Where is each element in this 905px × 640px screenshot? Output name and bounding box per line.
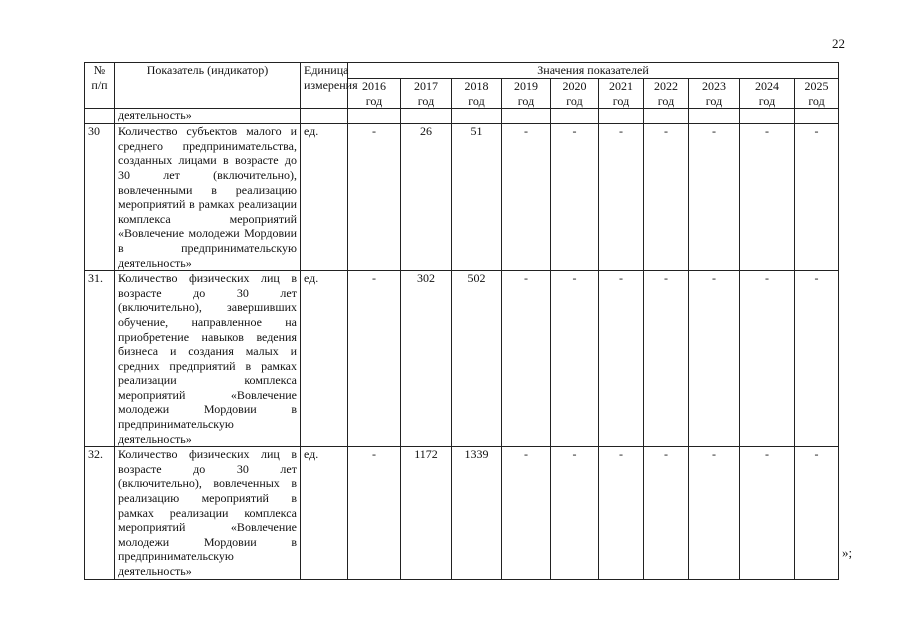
header-year-value: 2023	[702, 79, 726, 93]
continuation-num-cell	[85, 109, 115, 124]
row-indicator-name: Количество субъектов малого и среднего предпринимательства, созданных лицами в возрасте до 30 лет (включительно), вовлеченными в реализацию мероприятий в рамках реализации комплекса мероприятий «Вовлечение молодежи Мордовии в предпринимательскую деятельность»	[115, 124, 301, 271]
row-number: 31.	[85, 271, 115, 447]
row-indicator-name: Количество физических лиц в возрасте до 30 лет (включительно), вовлеченных в реализацию мероприятий в рамках реализации комплекса мероприятий «Вовлечение молодежи Мордовии в предпринимательскую деятельность»	[115, 447, 301, 579]
header-year-2020	[551, 79, 599, 109]
row-value-2018: 1339	[452, 447, 502, 579]
header-year-suffix: год	[517, 93, 535, 108]
row-unit: ед.	[301, 271, 348, 447]
row-value-2022: -	[644, 447, 689, 579]
page-number: 22	[832, 36, 845, 51]
header-year-2017	[401, 79, 452, 109]
header-year-suffix: год	[758, 93, 776, 108]
header-year-suffix: год	[705, 93, 723, 108]
row-value-2019: -	[502, 447, 551, 579]
header-year-2022	[644, 79, 689, 109]
row-value-2022: -	[644, 124, 689, 271]
row-value-2017: 26	[401, 124, 452, 271]
header-year-2024	[740, 79, 795, 109]
header-year-2021	[599, 79, 644, 109]
row-value-2021: -	[599, 124, 644, 271]
table-row	[85, 447, 839, 579]
row-value-2021: -	[599, 271, 644, 447]
row-value-2023: -	[689, 271, 740, 447]
row-value-2025: -	[795, 124, 839, 271]
header-year-2025	[795, 79, 839, 109]
header-year-suffix: год	[566, 93, 583, 108]
row-value-2021: -	[599, 447, 644, 579]
header-num: № п/п	[85, 63, 115, 109]
header-year-2023	[689, 79, 740, 109]
row-value-2017: 302	[401, 271, 452, 447]
row-value-2020: -	[551, 447, 599, 579]
continuation-text: деятельность»	[115, 109, 301, 124]
header-year-value: 2017	[414, 79, 438, 93]
header-year-value: 2019	[514, 79, 538, 93]
row-value-2023: -	[689, 124, 740, 271]
header-year-value: 2018	[464, 79, 489, 93]
row-unit: ед.	[301, 124, 348, 271]
row-value-2019: -	[502, 271, 551, 447]
header-year-value: 2024	[755, 79, 779, 93]
row-value-2020: -	[551, 271, 599, 447]
header-year-value: 2020	[562, 79, 587, 93]
header-year-value: 2021	[609, 79, 633, 93]
row-value-2024: -	[740, 271, 795, 447]
table-row	[85, 124, 839, 271]
row-value-2016: -	[348, 447, 401, 579]
row-value-2020: -	[551, 124, 599, 271]
row-value-2019: -	[502, 124, 551, 271]
header-year-value: 2016	[362, 79, 386, 93]
header-year-suffix: год	[417, 93, 435, 108]
row-value-2024: -	[740, 124, 795, 271]
header-year-2018	[452, 79, 502, 109]
header-year-suffix: год	[657, 93, 675, 108]
row-value-2023: -	[689, 447, 740, 579]
row-value-2024: -	[740, 447, 795, 579]
closing-mark: »;	[842, 545, 853, 560]
header-indicator: Показатель (индикатор)	[115, 63, 301, 109]
header-year-suffix: год	[468, 93, 485, 108]
row-indicator-name: Количество физических лиц в возрасте до 30 лет (включительно), завершивших обучение, направленное на приобретение навыков ведения бизнеса и создания малых и средних предприятий в рамках реализации комплекса мероприятий «Вовлечение молодежи Мордовии в предпринимательскую деятельность»	[115, 271, 301, 447]
row-value-2018: 502	[452, 271, 502, 447]
header-year-value: 2025	[804, 79, 829, 93]
header-year-suffix: год	[365, 93, 383, 108]
header-values-group: Значения показателей	[348, 63, 839, 79]
row-number: 30	[85, 124, 115, 271]
continuation-unit-cell	[301, 109, 348, 124]
row-unit: ед.	[301, 447, 348, 579]
header-year-value: 2022	[654, 79, 678, 93]
header-year-2019	[502, 79, 551, 109]
header-year-suffix: год	[808, 93, 825, 108]
row-value-2017: 1172	[401, 447, 452, 579]
indicators-table	[84, 62, 839, 580]
header-unit: Единица измерения	[301, 63, 348, 109]
header-year-suffix: год	[612, 93, 630, 108]
continuation-row	[85, 109, 839, 124]
row-number: 32.	[85, 447, 115, 579]
table-row	[85, 271, 839, 447]
row-value-2025: -	[795, 271, 839, 447]
row-value-2022: -	[644, 271, 689, 447]
row-value-2018: 51	[452, 124, 502, 271]
row-value-2025: -	[795, 447, 839, 579]
row-value-2016: -	[348, 124, 401, 271]
row-value-2016: -	[348, 271, 401, 447]
